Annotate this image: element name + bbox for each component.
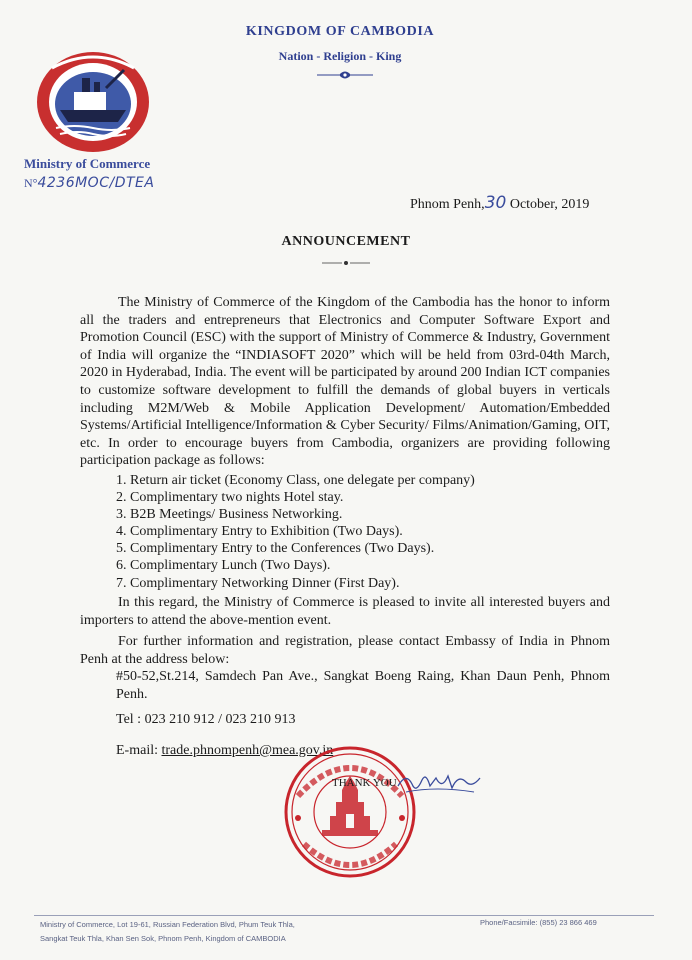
body-paragraph-2: In this regard, the Ministry of Commerce is pleased to invite all interested buyers and importers to attend the above-mention event. [80,595,610,628]
document-title: ANNOUNCEMENT [281,234,411,249]
email-link[interactable]: trade.phnompenh@mea.gov.in [161,743,334,758]
package-item: 5. Complimentary Entry to the Conferences (Two Days). [116,541,435,557]
signature [396,768,482,798]
package-item: 4. Complimentary Entry to Exhibition (Two Days). [116,524,403,540]
reference-prefix: N° [24,176,38,190]
reference-number [24,175,154,191]
telephone-line [116,712,295,728]
package-item: 2. Complimentary two nights Hotel stay. [116,490,344,506]
tel-label: Tel : [116,712,142,727]
email-label: E-mail: [116,743,158,758]
package-list [116,472,596,592]
date-place: Phnom Penh, [410,197,485,212]
national-motto: Nation - Religion - King [278,49,402,63]
footer-address-line-1: Ministry of Commerce, Lot 19-61, Russian Federation Blvd, Phum Teuk Thla, [40,920,295,929]
body-paragraph-1: The Ministry of Commerce of the Kingdom of the Cambodia has the honor to inform all the traders and entrepreneurs that Electronics and Computer Software Export and Promotion Council (ESC) with the support of Ministry of Commerce & Industry, Government of India will organize the “INDIASOFT 2020” which will be held from 03rd-04th March, 2020 in Hyderabad, India. The event will be participated by around 200 Indian ICT companies to customize software development to fulfill the demands of global buyers in verticals including M2M/Web & Mobile Application Development/ Automation/Embedded Systems/Artificial Intelligence/Information & Cyber Security/ Films/Animation/Gaming, OIT, etc. In order to encourage buyers from Cambodia, organizers are providing following participation package as follows: [80,295,610,469]
kingdom-heading: KINGDOM OF CAMBODIA [245,24,435,39]
closing-text: THANK YOU [332,777,397,789]
date-line [410,193,589,213]
embassy-address: #50-52,St.214, Samdech Pan Ave., Sangkat Boeng Raing, Khan Daun Penh, Phnom Penh. [116,669,610,702]
title-ornament [318,258,374,268]
date-month-year: October, 2019 [509,197,590,212]
date-day-handwritten: 30 [484,193,507,213]
tel-value: 023 210 912 / 023 210 913 [144,712,296,727]
footer-divider [34,915,654,916]
package-item: 1. Return air ticket (Economy Class, one delegate per company) [116,473,475,488]
official-seal [282,744,418,880]
body-paragraph-3: For further information and registration, please contact Embassy of India in Phnom Penh at the address below: [80,634,610,667]
package-item: 3. B2B Meetings/ Business Networking. [116,507,343,523]
footer-address-line-2: Sangkat Teuk Thla, Khan Sen Sok, Phnom Penh, Kingdom of CAMBODIA [40,934,286,943]
package-item: 7. Complimentary Networking Dinner (First Day). [116,575,400,591]
header-ornament [315,68,375,82]
ministry-logo [34,48,152,156]
package-item: 6. Complimentary Lunch (Two Days). [116,558,331,574]
reference-handwritten: 4236MOC/DTEA [37,175,155,191]
footer-phone: Phone/Facsimile: (855) 23 866 469 [480,918,597,927]
footer-address [40,918,295,946]
ministry-name: Ministry of Commerce [24,156,151,171]
